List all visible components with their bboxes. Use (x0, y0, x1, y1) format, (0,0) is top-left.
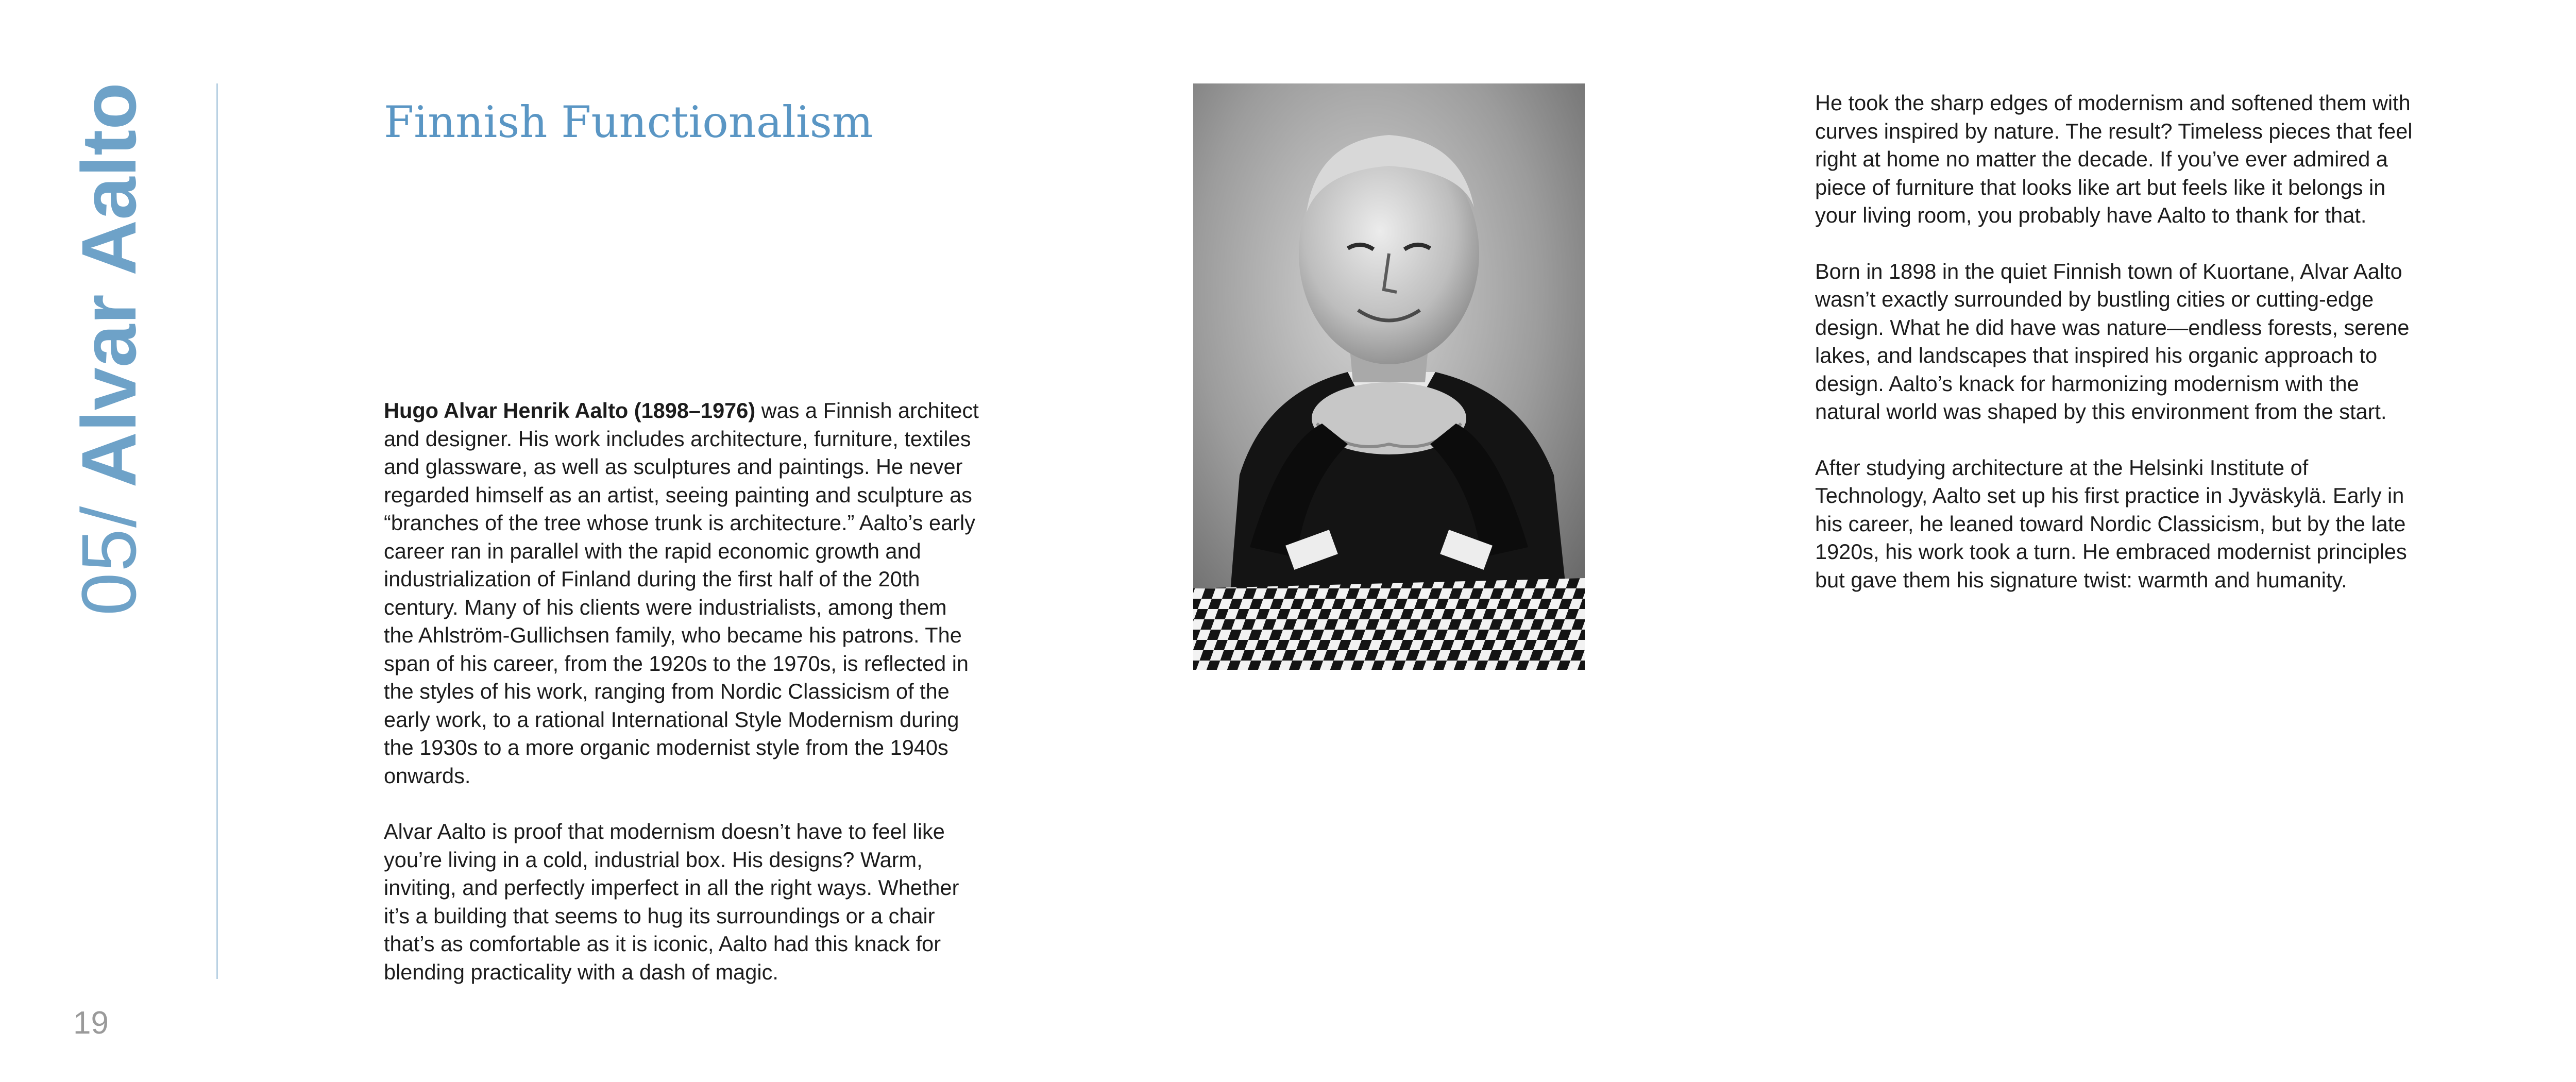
chapter-number: 05/ (65, 505, 152, 616)
chapter-name: Alvar Aalto (65, 82, 152, 488)
text-column-right (1815, 89, 2413, 594)
page-number-left: 19 (73, 1005, 109, 1041)
intro-bold-name: Hugo Alvar Henrik Aalto (1898–1976) (384, 398, 756, 422)
vertical-divider (216, 83, 218, 979)
right-paragraph-3: After studying architecture at the Helsinki Institute of Technology, Aalto set up his first practice in Jyväskylä. Early in his career, he leaned toward Nordic Classicism, but by the late 1920s, his work took a turn. He embraced modernist principles but gave them his signature twist: warmth and humanity. (1815, 455, 2407, 592)
paragraph-2: Alvar Aalto is proof that modernism doesn’t have to feel like you’re living in a cold, industrial box. His designs? Warm, inviting, and perfectly imperfect in all the right ways. Whether it’s a building that seems to hug its surroundings or a chair that’s as comfortable as it is iconic, Aalto had this knack for blending practicality with a dash of magic. (384, 819, 959, 984)
intro-paragraph (384, 397, 981, 790)
text-column-left (384, 397, 981, 986)
right-paragraph-2: Born in 1898 in the quiet Finnish town of Kuortane, Alvar Aalto wasn’t exactly surrounded by bustling cities or cutting-edge design. What he did have was nature—endless forests, serene lakes, and landscapes that inspired his organic approach to design. Aalto’s knack for harmonizing modernism with the natural world was shaped by this environment from the start. (1815, 259, 2410, 424)
section-title: Finnish Functionalism (384, 97, 873, 147)
right-paragraph-1: He took the sharp edges of modernism and softened them with curves inspired by nature. The result? Timeless pieces that feel right at home no matter the decade. If you’ve ever admired a piece of furniture that looks like art but feels like it belongs in your living room, you probably have Aalto to thank for that. (1815, 91, 2413, 227)
vertical-chapter-heading (64, 82, 152, 616)
portrait-illustration (1193, 83, 1585, 670)
intro-text: was a Finnish architect and designer. His work includes architecture, furniture, textiles and glassware, as well as sculptures and paintings. He never regarded himself as an artist, seeing painting and sculpture as “branches of the tree whose trunk is architecture.” Aalto’s early career ran in parallel with the rapid economic growth and industrialization of Finland during the first half of the 20th century. Many of his clients were industrialists, among them the Ahlström-Gullichsen family, who became his patrons. The span of his career, from the 1920s to the 1970s, is reflected in the styles of his work, ranging from Nordic Classicism of the early work, to a rational International Style Modernism during the 1930s to a more organic modernist style from the 1940s onwards. (384, 398, 979, 788)
portrait-photo (1193, 83, 1585, 670)
